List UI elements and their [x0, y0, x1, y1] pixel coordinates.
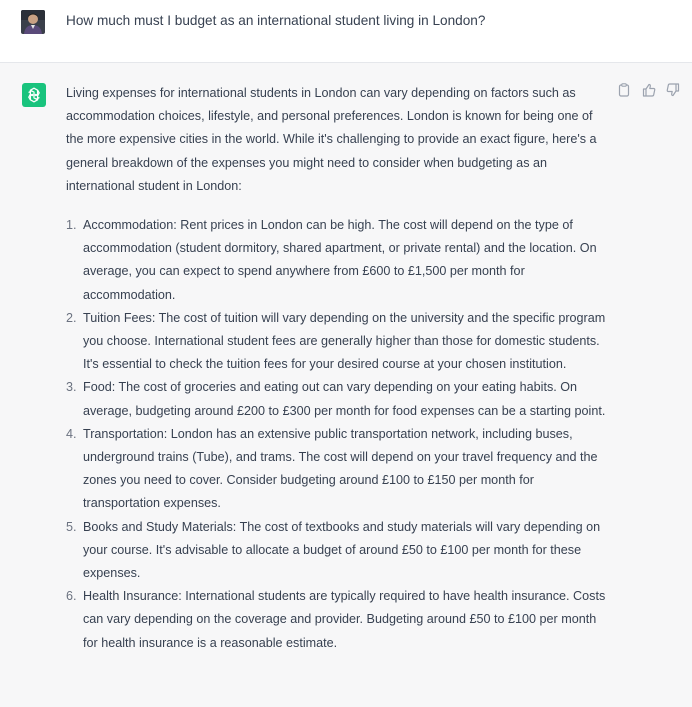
- clipboard-icon: [616, 82, 632, 98]
- list-item: 2. Tuition Fees: The cost of tuition will vary depending on the university and the specific program you choose. International student fees are generally higher than those for domestic students. It's essential to check the tuition fees for your desired course at your chosen institution.: [66, 310, 606, 372]
- list-item: 3. Food: The cost of groceries and eating out can vary depending on your eating habits. On average, budgeting around £200 to £300 per month for food expenses can be a starting point.: [66, 380, 606, 418]
- assistant-response: [66, 82, 611, 655]
- list-item: 6. Health Insurance: International students are typically required to have health insurance. Costs can vary depending on the coverage and provider. Budgeting around £50 to £100 per month for health insurance is a reasonable estimate.: [66, 589, 606, 650]
- expense-list: [66, 214, 611, 655]
- thumbs-up-button[interactable]: [641, 82, 657, 98]
- user-message-row: [0, 0, 692, 63]
- assistant-message-row: [0, 63, 692, 707]
- user-message-text: How much must I budget as an international student living in London?: [66, 13, 486, 28]
- copy-button[interactable]: [616, 82, 632, 98]
- message-actions: [616, 82, 686, 100]
- list-item: 4. Transportation: London has an extensive public transportation network, including buses, underground trains (Tube), and trams. The cost will depend on your travel frequency and the zones you need to cover. Consider budgeting around £100 to £150 per month for transportation expenses.: [66, 426, 598, 511]
- openai-logo-icon: [22, 83, 46, 107]
- thumbs-down-button[interactable]: [665, 82, 681, 98]
- list-item: 5. Books and Study Materials: The cost of textbooks and study materials will vary depending on your course. It's advisable to allocate a budget of around £50 to £100 per month for these expenses.: [66, 519, 601, 581]
- user-avatar: [21, 10, 45, 34]
- thumbs-up-icon: [641, 82, 657, 98]
- list-item: 1. Accommodation: Rent prices in London can be high. The cost will depend on the type of accommodation (student dormitory, shared apartment, or private rental) and the location. On average, you can expect to spend anywhere from £600 to £1,500 per month for accommodation.: [66, 218, 597, 302]
- thumbs-down-icon: [665, 82, 681, 98]
- response-intro: Living expenses for international students in London can vary depending on factors such as accommodation choices, lifestyle, and personal preferences. London is known for being one of the more expensive cities in the world. While it's challenging to provide an exact figure, here's a general breakdown of the expenses you might need to consider when budgeting as an international student in London:: [66, 86, 597, 193]
